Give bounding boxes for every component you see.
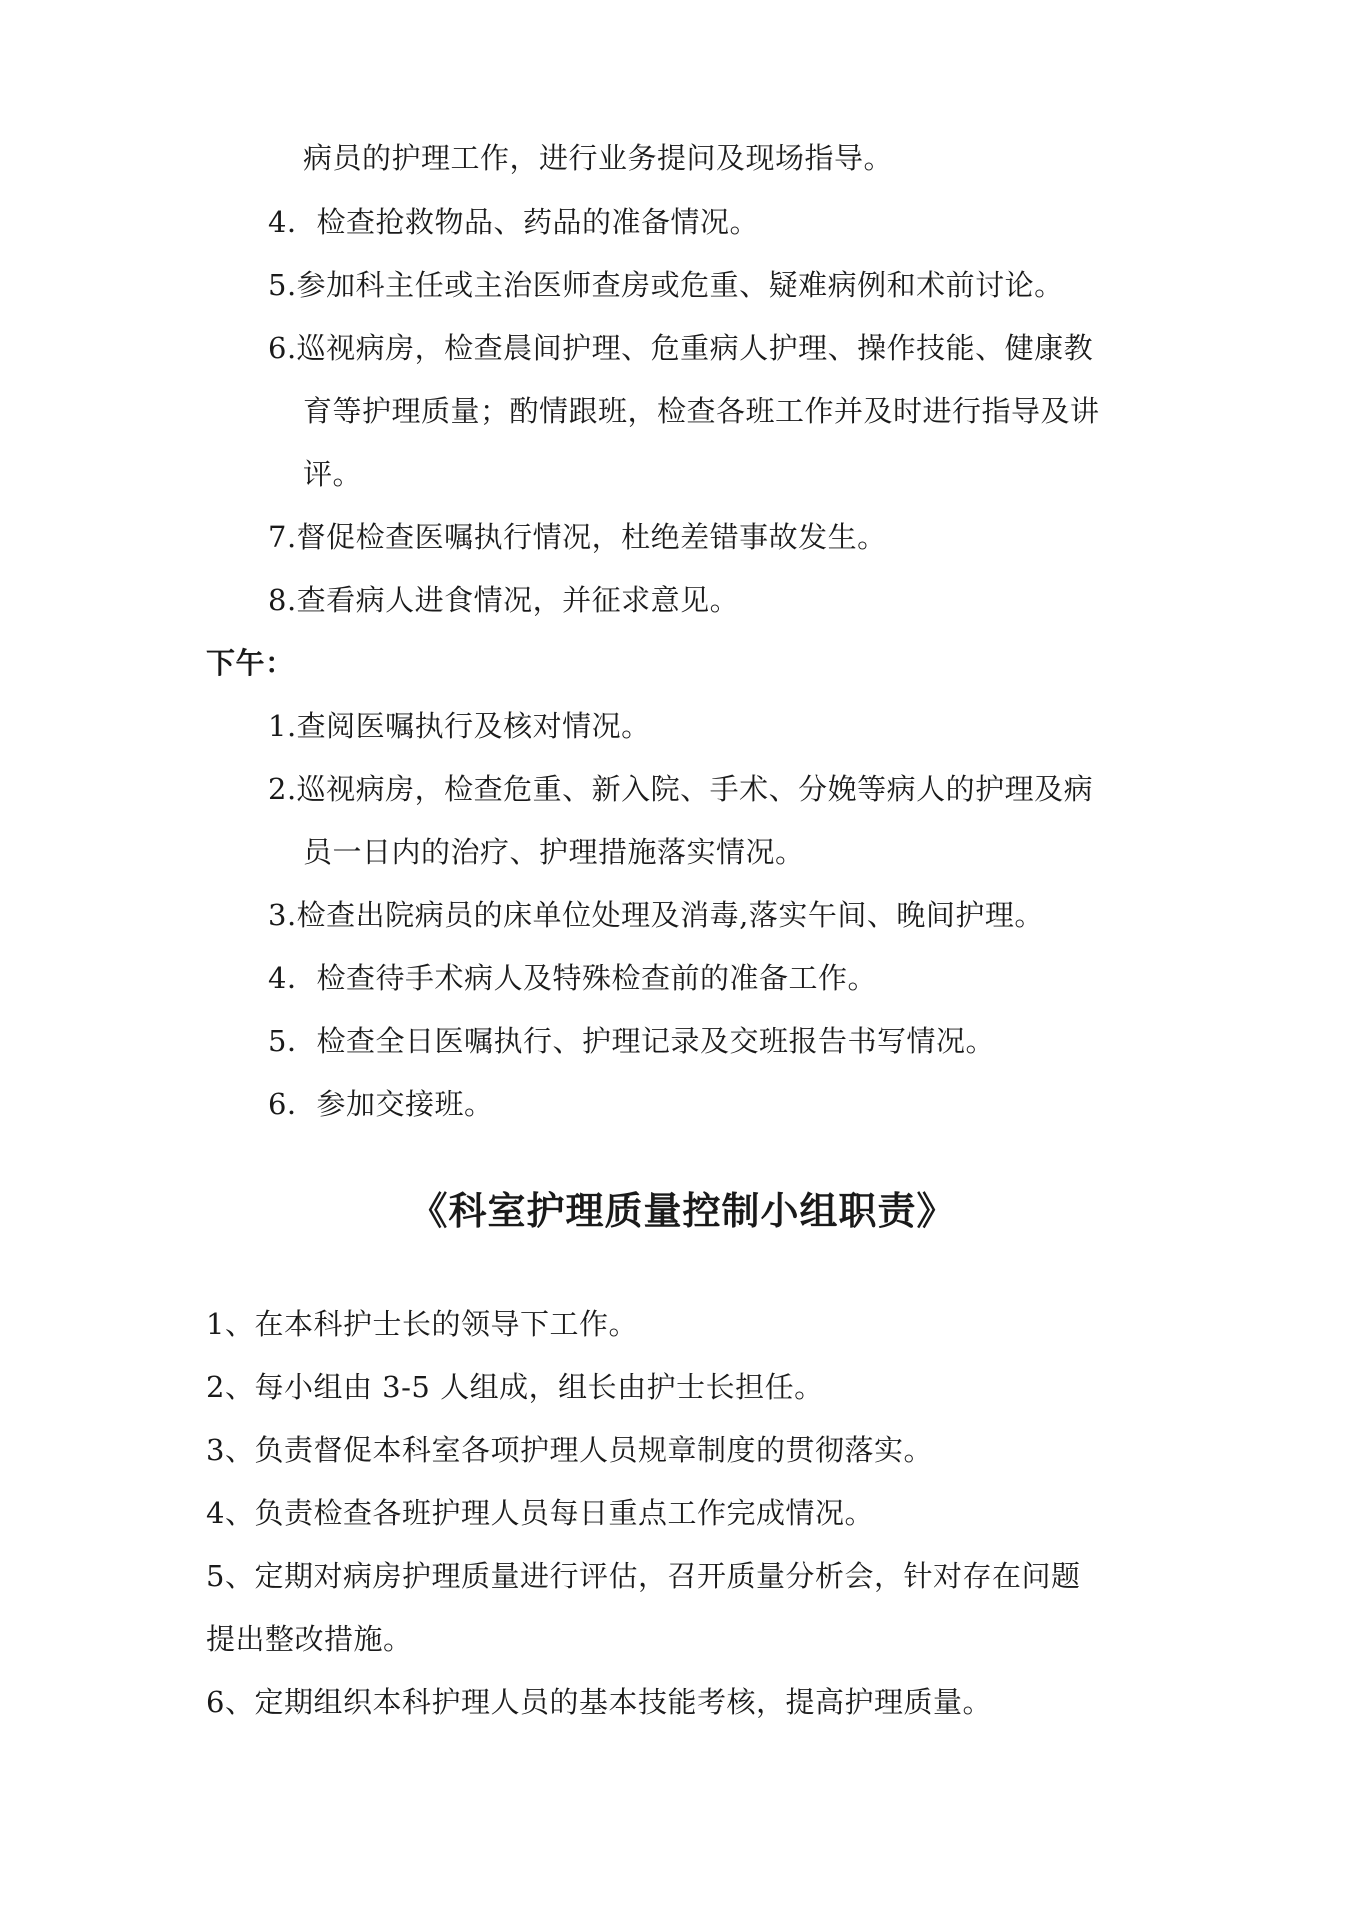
section-title: 《科室护理质量控制小组职责》 [409,1188,956,1233]
quality-item-2: 2、每小组由 3-5 人组成，组长由护士长担任。 [206,1370,824,1404]
morning-item-5: 5.参加科主任或主治医师查房或危重、疑难病例和术前讨论。 [268,268,1064,302]
morning-item-8: 8.查看病人进食情况，并征求意见。 [268,583,740,617]
quality-item-3: 3、负责督促本科室各项护理人员规章制度的贯彻落实。 [206,1433,933,1467]
quality-item-5: 5、定期对病房护理质量进行评估，召开质量分析会，针对存在问题 [206,1559,1081,1593]
morning-item-6-cont-2: 评。 [303,457,363,491]
morning-item-4: 4．检查抢救物品、药品的准备情况。 [268,205,759,239]
afternoon-item-5: 5．检查全日医嘱执行、护理记录及交班报告书写情况。 [268,1024,995,1058]
morning-line-continuation: 病员的护理工作，进行业务提问及现场指导。 [303,141,894,175]
quality-item-1: 1、在本科护士长的领导下工作。 [206,1307,638,1341]
afternoon-item-2: 2.巡视病房，检查危重、新入院、手术、分娩等病人的护理及病 [268,772,1094,806]
morning-item-6-cont-1: 育等护理质量；酌情跟班，检查各班工作并及时进行指导及讲 [303,394,1100,428]
afternoon-heading: 下午： [206,646,295,680]
afternoon-item-1: 1.查阅医嘱执行及核对情况。 [268,709,651,743]
afternoon-item-2-cont: 员一日内的治疗、护理措施落实情况。 [303,835,805,869]
afternoon-item-4: 4．检查待手术病人及特殊检查前的准备工作。 [268,961,877,995]
morning-item-7: 7.督促检查医嘱执行情况，杜绝差错事故发生。 [268,520,887,554]
quality-item-5-cont: 提出整改措施。 [206,1622,413,1656]
afternoon-item-3: 3.检查出院病员的床单位处理及消毒,落实午间、晚间护理。 [268,898,1044,932]
morning-item-6: 6.巡视病房，检查晨间护理、危重病人护理、操作技能、健康教 [268,331,1094,365]
quality-item-6: 6、定期组织本科护理人员的基本技能考核，提高护理质量。 [206,1685,992,1719]
afternoon-item-6: 6．参加交接班。 [268,1087,494,1121]
quality-item-4: 4、负责检查各班护理人员每日重点工作完成情况。 [206,1496,874,1530]
